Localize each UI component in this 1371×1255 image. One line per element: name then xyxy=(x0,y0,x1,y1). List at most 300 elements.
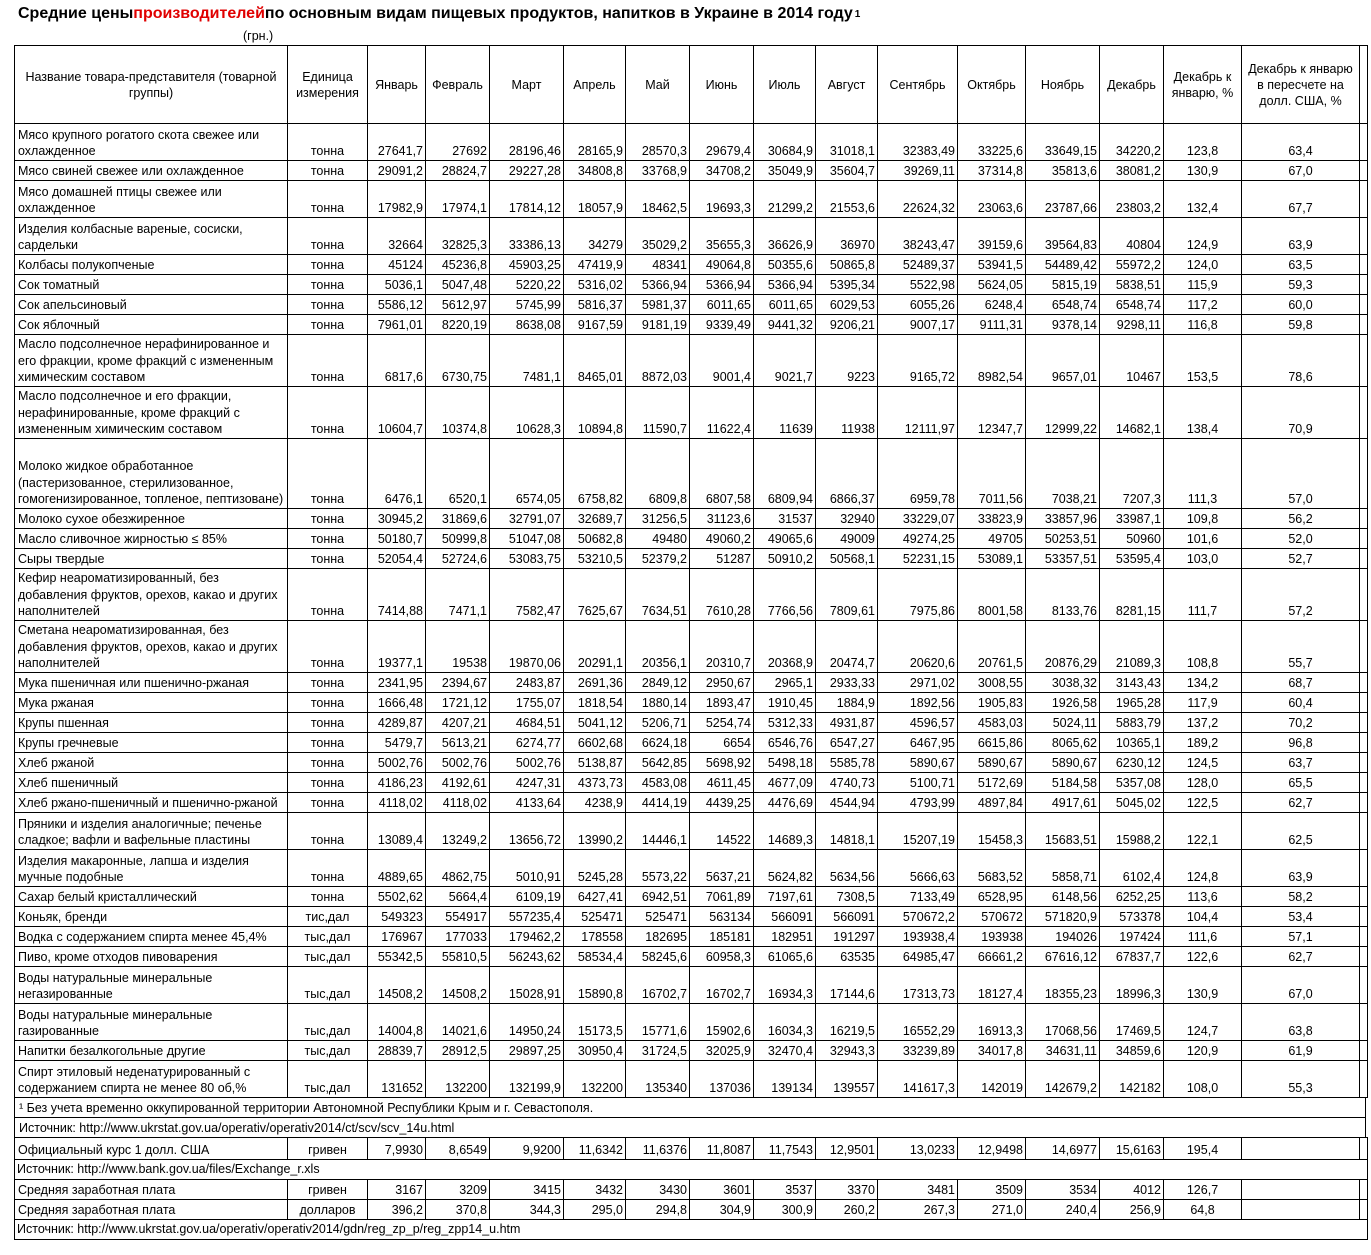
month-value: 7133,49 xyxy=(878,887,958,907)
month-value: 3415 xyxy=(490,1180,564,1200)
month-value: 260,2 xyxy=(816,1200,878,1220)
table-row xyxy=(15,733,1368,753)
unit-cell: тыс,дал xyxy=(288,967,368,1004)
unit-cell: тонна xyxy=(288,529,368,549)
month-value: 139557 xyxy=(816,1061,878,1098)
month-value: 6817,6 xyxy=(368,335,426,387)
month-value: 4897,84 xyxy=(958,793,1026,813)
month-value: 31123,6 xyxy=(690,509,754,529)
month-value: 5395,34 xyxy=(816,275,878,295)
month-value: 8638,08 xyxy=(490,315,564,335)
table-row xyxy=(15,1200,1368,1220)
unit-cell: тонна xyxy=(288,569,368,621)
month-value: 295,0 xyxy=(564,1200,626,1220)
month-value: 7634,51 xyxy=(626,569,690,621)
month-value: 5138,87 xyxy=(564,753,626,773)
month-value: 9223 xyxy=(816,335,878,387)
table-row xyxy=(15,255,1368,275)
month-value: 9007,17 xyxy=(878,315,958,335)
month-value: 131652 xyxy=(368,1061,426,1098)
dec-jan-pct: 124,0 xyxy=(1164,255,1242,275)
product-name: Водка с содержанием спирта менее 45,4% xyxy=(15,927,288,947)
page-title xyxy=(0,0,1371,28)
table-row xyxy=(15,753,1368,773)
month-value: 6807,58 xyxy=(690,439,754,509)
month-value: 53210,5 xyxy=(564,549,626,569)
month-value: 15207,19 xyxy=(878,813,958,850)
month-value: 23803,2 xyxy=(1100,181,1164,218)
month-value: 4192,61 xyxy=(426,773,490,793)
month-value: 256,9 xyxy=(1100,1200,1164,1220)
month-value: 6548,74 xyxy=(1026,295,1100,315)
month-value: 4439,25 xyxy=(690,793,754,813)
month-value: 3601 xyxy=(690,1180,754,1200)
month-value: 55810,5 xyxy=(426,947,490,967)
table-row xyxy=(15,509,1368,529)
month-value: 6942,51 xyxy=(626,887,690,907)
dec-jan-usd-pct: 56,2 xyxy=(1242,509,1360,529)
header-month: Октябрь xyxy=(958,46,1026,124)
spacer-cell xyxy=(1360,1061,1368,1098)
month-value: 32689,7 xyxy=(564,509,626,529)
product-name: Кефир неароматизированный, без добавления фруктов, орехов, какао и других наполнителей xyxy=(15,569,288,621)
spacer-cell xyxy=(1360,335,1368,387)
unit-cell: тонна xyxy=(288,218,368,255)
month-value: 61065,6 xyxy=(754,947,816,967)
dec-jan-pct: 134,2 xyxy=(1164,673,1242,693)
month-value: 5883,79 xyxy=(1100,713,1164,733)
month-value: 6102,4 xyxy=(1100,850,1164,887)
month-value: 8001,58 xyxy=(958,569,1026,621)
month-value: 6011,65 xyxy=(690,295,754,315)
unit-cell: тонна xyxy=(288,335,368,387)
spacer-cell xyxy=(1360,1004,1368,1041)
month-value: 3509 xyxy=(958,1180,1026,1200)
product-name: Изделия колбасные вареные, сосиски, сардельки xyxy=(15,218,288,255)
unit-cell: гривен xyxy=(288,1138,368,1160)
month-value: 5254,74 xyxy=(690,713,754,733)
month-value: 4677,09 xyxy=(754,773,816,793)
month-value: 135340 xyxy=(626,1061,690,1098)
month-value: 4862,75 xyxy=(426,850,490,887)
month-value: 34808,8 xyxy=(564,161,626,181)
month-value: 39159,6 xyxy=(958,218,1026,255)
month-value: 14004,8 xyxy=(368,1004,426,1041)
spacer-cell xyxy=(1360,850,1368,887)
product-name: Сметана неароматизированная, без добавления фруктов, орехов, какао и других наполнителей xyxy=(15,621,288,673)
month-value: 9206,21 xyxy=(816,315,878,335)
source-3-row xyxy=(15,1220,1368,1240)
month-value: 178558 xyxy=(564,927,626,947)
table-body xyxy=(15,124,1368,1098)
month-value: 34017,8 xyxy=(958,1041,1026,1061)
month-value: 6624,18 xyxy=(626,733,690,753)
month-value: 45903,25 xyxy=(490,255,564,275)
month-value: 5666,63 xyxy=(878,850,958,887)
dec-jan-usd-pct: 59,3 xyxy=(1242,275,1360,295)
month-value: 17974,1 xyxy=(426,181,490,218)
dec-jan-usd-pct: 63,9 xyxy=(1242,218,1360,255)
spacer-cell xyxy=(1360,793,1368,813)
month-value: 6476,1 xyxy=(368,439,426,509)
dec-jan-usd-pct: 59,8 xyxy=(1242,315,1360,335)
dec-jan-pct: 132,4 xyxy=(1164,181,1242,218)
month-value: 5585,78 xyxy=(816,753,878,773)
dec-jan-usd-pct: 63,7 xyxy=(1242,753,1360,773)
month-value: 3008,55 xyxy=(958,673,1026,693)
spacer-cell xyxy=(1360,529,1368,549)
month-value: 17313,73 xyxy=(878,967,958,1004)
month-value: 15,6163 xyxy=(1100,1138,1164,1160)
month-value: 3143,43 xyxy=(1100,673,1164,693)
month-value: 55972,2 xyxy=(1100,255,1164,275)
month-value: 33857,96 xyxy=(1026,509,1100,529)
month-value: 16702,7 xyxy=(690,967,754,1004)
month-value: 8,6549 xyxy=(426,1138,490,1160)
month-value: 6602,68 xyxy=(564,733,626,753)
month-value: 5047,48 xyxy=(426,275,490,295)
month-value: 4611,45 xyxy=(690,773,754,793)
month-value: 6758,82 xyxy=(564,439,626,509)
spacer-cell xyxy=(1360,967,1368,1004)
month-value: 3432 xyxy=(564,1180,626,1200)
month-value: 32664 xyxy=(368,218,426,255)
month-value: 142182 xyxy=(1100,1061,1164,1098)
month-value: 17982,9 xyxy=(368,181,426,218)
month-value: 35029,2 xyxy=(626,218,690,255)
month-value: 5637,21 xyxy=(690,850,754,887)
month-value: 4793,99 xyxy=(878,793,958,813)
dec-jan-usd-pct: 63,8 xyxy=(1242,1004,1360,1041)
month-value: 1905,83 xyxy=(958,693,1026,713)
month-value: 48341 xyxy=(626,255,690,275)
month-value: 5613,21 xyxy=(426,733,490,753)
month-value: 2691,36 xyxy=(564,673,626,693)
month-value: 14689,3 xyxy=(754,813,816,850)
month-value: 2483,87 xyxy=(490,673,564,693)
month-value: 5815,19 xyxy=(1026,275,1100,295)
month-value: 9021,7 xyxy=(754,335,816,387)
title-part1: Средние цены xyxy=(18,5,134,22)
month-value: 7471,1 xyxy=(426,569,490,621)
table-row xyxy=(15,850,1368,887)
month-value: 34631,11 xyxy=(1026,1041,1100,1061)
month-value: 34220,2 xyxy=(1100,124,1164,161)
product-name: Молоко сухое обезжиренное xyxy=(15,509,288,529)
dec-jan-usd-pct: 63,9 xyxy=(1242,850,1360,887)
month-value: 1926,58 xyxy=(1026,693,1100,713)
unit-cell: тонна xyxy=(288,549,368,569)
month-value: 5890,67 xyxy=(878,753,958,773)
dec-jan-usd-pct: 52,0 xyxy=(1242,529,1360,549)
header-month: Ноябрь xyxy=(1026,46,1100,124)
month-value: 31537 xyxy=(754,509,816,529)
month-value: 8065,62 xyxy=(1026,733,1100,753)
month-value: 5698,92 xyxy=(690,753,754,773)
table-row xyxy=(15,773,1368,793)
dec-jan-usd-pct: 65,5 xyxy=(1242,773,1360,793)
month-value: 5642,85 xyxy=(626,753,690,773)
month-value: 34708,2 xyxy=(690,161,754,181)
dec-jan-pct: 138,4 xyxy=(1164,387,1242,439)
month-value: 5316,02 xyxy=(564,275,626,295)
month-value: 49064,8 xyxy=(690,255,754,275)
month-value: 139134 xyxy=(754,1061,816,1098)
month-value: 50910,2 xyxy=(754,549,816,569)
month-value: 142679,2 xyxy=(1026,1061,1100,1098)
month-value: 67616,12 xyxy=(1026,947,1100,967)
header-month: Апрель xyxy=(564,46,626,124)
month-value: 45124 xyxy=(368,255,426,275)
empty-cell xyxy=(1242,1180,1360,1200)
month-value: 29897,25 xyxy=(490,1041,564,1061)
month-value: 53941,5 xyxy=(958,255,1026,275)
month-value: 49274,25 xyxy=(878,529,958,549)
product-name: Средняя заработная плата xyxy=(15,1200,288,1220)
month-value: 32825,3 xyxy=(426,218,490,255)
month-value: 1893,47 xyxy=(690,693,754,713)
month-value: 2849,12 xyxy=(626,673,690,693)
month-value: 15683,51 xyxy=(1026,813,1100,850)
month-value: 50355,6 xyxy=(754,255,816,275)
title-part2: по основным видам пищевых продуктов, напитков в Украине в 2014 году xyxy=(264,5,853,22)
month-value: 14522 xyxy=(690,813,754,850)
product-name: Хлеб ржаной xyxy=(15,753,288,773)
month-value: 27692 xyxy=(426,124,490,161)
month-value: 47419,9 xyxy=(564,255,626,275)
month-value: 5479,7 xyxy=(368,733,426,753)
month-value: 30684,9 xyxy=(754,124,816,161)
month-value: 35813,6 xyxy=(1026,161,1100,181)
product-name: Колбасы полукопченые xyxy=(15,255,288,275)
table-row xyxy=(15,813,1368,850)
table-row xyxy=(15,1138,1368,1160)
unit-note: (грн.) xyxy=(243,29,274,43)
month-value: 21089,3 xyxy=(1100,621,1164,673)
month-value: 9181,19 xyxy=(626,315,690,335)
month-value: 570672,2 xyxy=(878,907,958,927)
month-value: 2933,33 xyxy=(816,673,878,693)
month-value: 64985,47 xyxy=(878,947,958,967)
month-value: 6654 xyxy=(690,733,754,753)
month-value: 2341,95 xyxy=(368,673,426,693)
month-value: 1818,54 xyxy=(564,693,626,713)
month-value: 6547,27 xyxy=(816,733,878,753)
month-value: 5010,91 xyxy=(490,850,564,887)
month-value: 3038,32 xyxy=(1026,673,1100,693)
unit-cell: тыс,дал xyxy=(288,927,368,947)
month-value: 6427,41 xyxy=(564,887,626,907)
unit-cell: гривен xyxy=(288,1180,368,1200)
month-value: 10467 xyxy=(1100,335,1164,387)
dec-jan-pct: 189,2 xyxy=(1164,733,1242,753)
table-row xyxy=(15,621,1368,673)
month-value: 5002,76 xyxy=(368,753,426,773)
month-value: 5024,11 xyxy=(1026,713,1100,733)
month-value: 31018,1 xyxy=(816,124,878,161)
month-value: 5745,99 xyxy=(490,295,564,315)
month-value: 132200 xyxy=(426,1061,490,1098)
month-value: 557235,4 xyxy=(490,907,564,927)
month-value: 9441,32 xyxy=(754,315,816,335)
table-row xyxy=(15,887,1368,907)
month-value: 13249,2 xyxy=(426,813,490,850)
month-value: 52231,15 xyxy=(878,549,958,569)
month-value: 4118,02 xyxy=(368,793,426,813)
header-unit: Единица измерения xyxy=(288,46,368,124)
unit-cell: тонна xyxy=(288,793,368,813)
spacer-cell xyxy=(1360,124,1368,161)
table-row xyxy=(15,927,1368,947)
month-value: 5036,1 xyxy=(368,275,426,295)
month-value: 8133,76 xyxy=(1026,569,1100,621)
dec-jan-usd-pct: 67,0 xyxy=(1242,967,1360,1004)
month-value: 13,0233 xyxy=(878,1138,958,1160)
header-month: Январь xyxy=(368,46,426,124)
month-value: 5312,33 xyxy=(754,713,816,733)
month-value: 7061,89 xyxy=(690,887,754,907)
dec-jan-pct: 111,6 xyxy=(1164,927,1242,947)
month-value: 38243,47 xyxy=(878,218,958,255)
month-value: 36970 xyxy=(816,218,878,255)
month-value: 15173,5 xyxy=(564,1004,626,1041)
month-value: 15458,3 xyxy=(958,813,1026,850)
month-value: 5366,94 xyxy=(626,275,690,295)
month-value: 5002,76 xyxy=(426,753,490,773)
header-month: Сентябрь xyxy=(878,46,958,124)
unit-cell: тонна xyxy=(288,673,368,693)
month-value: 5366,94 xyxy=(690,275,754,295)
month-value: 7038,21 xyxy=(1026,439,1100,509)
spacer-cell xyxy=(1360,275,1368,295)
unit-cell: тыс,дал xyxy=(288,1041,368,1061)
month-value: 20291,1 xyxy=(564,621,626,673)
month-value: 7610,28 xyxy=(690,569,754,621)
month-value: 29091,2 xyxy=(368,161,426,181)
dec-jan-pct: 123,8 xyxy=(1164,124,1242,161)
month-value: 5220,22 xyxy=(490,275,564,295)
month-value: 5041,12 xyxy=(564,713,626,733)
month-value: 4476,69 xyxy=(754,793,816,813)
dec-jan-pct: 104,4 xyxy=(1164,907,1242,927)
month-value: 20761,5 xyxy=(958,621,1026,673)
dec-jan-pct: 195,4 xyxy=(1164,1138,1242,1160)
month-value: 49480 xyxy=(626,529,690,549)
month-value: 51287 xyxy=(690,549,754,569)
header-name: Название товара-представителя (товарной группы) xyxy=(15,46,288,124)
month-value: 20876,29 xyxy=(1026,621,1100,673)
header-month: Июль xyxy=(754,46,816,124)
month-value: 5366,94 xyxy=(754,275,816,295)
month-value: 240,4 xyxy=(1026,1200,1100,1220)
product-name: Хлеб ржано-пшеничный и пшенично-ржаной xyxy=(15,793,288,813)
month-value: 3370 xyxy=(816,1180,878,1200)
month-value: 7414,88 xyxy=(368,569,426,621)
month-value: 7766,56 xyxy=(754,569,816,621)
title-highlight: производителей xyxy=(133,5,265,22)
spacer-cell xyxy=(1360,1138,1368,1160)
product-name: Крупы пшенная xyxy=(15,713,288,733)
month-value: 27641,7 xyxy=(368,124,426,161)
spacer-cell xyxy=(1360,773,1368,793)
unit-cell: тонна xyxy=(288,439,368,509)
month-value: 7308,5 xyxy=(816,887,878,907)
month-value: 191297 xyxy=(816,927,878,947)
month-value: 33649,15 xyxy=(1026,124,1100,161)
month-value: 16934,3 xyxy=(754,967,816,1004)
month-value: 36626,9 xyxy=(754,218,816,255)
month-value: 344,3 xyxy=(490,1200,564,1220)
month-value: 6574,05 xyxy=(490,439,564,509)
month-value: 10628,3 xyxy=(490,387,564,439)
month-value: 7481,1 xyxy=(490,335,564,387)
product-name: Масло подсолнечное нерафинированное и его фракции, кроме фракций с измененным химическим составом xyxy=(15,335,288,387)
spacer-cell xyxy=(1360,713,1368,733)
unit-cell: тонна xyxy=(288,693,368,713)
month-value: 15988,2 xyxy=(1100,813,1164,850)
spacer-cell xyxy=(1360,1180,1368,1200)
rate-table xyxy=(14,1137,1368,1240)
month-value: 40804 xyxy=(1100,218,1164,255)
month-value: 18996,3 xyxy=(1100,967,1164,1004)
month-value: 137036 xyxy=(690,1061,754,1098)
month-value: 50568,1 xyxy=(816,549,878,569)
dec-jan-pct: 130,9 xyxy=(1164,967,1242,1004)
month-value: 50180,7 xyxy=(368,529,426,549)
month-value: 571820,9 xyxy=(1026,907,1100,927)
dec-jan-usd-pct: 96,8 xyxy=(1242,733,1360,753)
source-2: Источник: http://www.bank.gov.ua/files/Exchange_r.xls xyxy=(15,1160,1368,1180)
table-row xyxy=(15,713,1368,733)
month-value: 18462,5 xyxy=(626,181,690,218)
table-row xyxy=(15,793,1368,813)
month-value: 53357,51 xyxy=(1026,549,1100,569)
dec-jan-pct: 111,3 xyxy=(1164,439,1242,509)
month-value: 1755,07 xyxy=(490,693,564,713)
month-value: 50865,8 xyxy=(816,255,878,275)
month-value: 294,8 xyxy=(626,1200,690,1220)
dec-jan-pct: 124,5 xyxy=(1164,753,1242,773)
spacer-cell xyxy=(1360,887,1368,907)
month-value: 15028,91 xyxy=(490,967,564,1004)
unit-cell: тонна xyxy=(288,733,368,753)
month-value: 52379,2 xyxy=(626,549,690,569)
table-row xyxy=(15,1180,1368,1200)
month-value: 9167,59 xyxy=(564,315,626,335)
month-value: 6248,4 xyxy=(958,295,1026,315)
product-name: Хлеб пшеничный xyxy=(15,773,288,793)
month-value: 9165,72 xyxy=(878,335,958,387)
month-value: 7961,01 xyxy=(368,315,426,335)
footer-block xyxy=(14,1098,1366,1138)
month-value: 12,9501 xyxy=(816,1138,878,1160)
month-value: 8465,01 xyxy=(564,335,626,387)
month-value: 9,9200 xyxy=(490,1138,564,1160)
dec-jan-usd-pct: 62,5 xyxy=(1242,813,1360,850)
month-value: 4544,94 xyxy=(816,793,878,813)
month-value: 9298,11 xyxy=(1100,315,1164,335)
dec-jan-pct: 64,8 xyxy=(1164,1200,1242,1220)
unit-cell: тонна xyxy=(288,275,368,295)
dec-jan-pct: 137,2 xyxy=(1164,713,1242,733)
month-value: 14,6977 xyxy=(1026,1138,1100,1160)
product-name: Коньяк, бренди xyxy=(15,907,288,927)
product-name: Пиво, кроме отходов пивоварения xyxy=(15,947,288,967)
header-month: Июнь xyxy=(690,46,754,124)
month-value: 549323 xyxy=(368,907,426,927)
month-value: 570672 xyxy=(958,907,1026,927)
month-value: 14950,24 xyxy=(490,1004,564,1041)
